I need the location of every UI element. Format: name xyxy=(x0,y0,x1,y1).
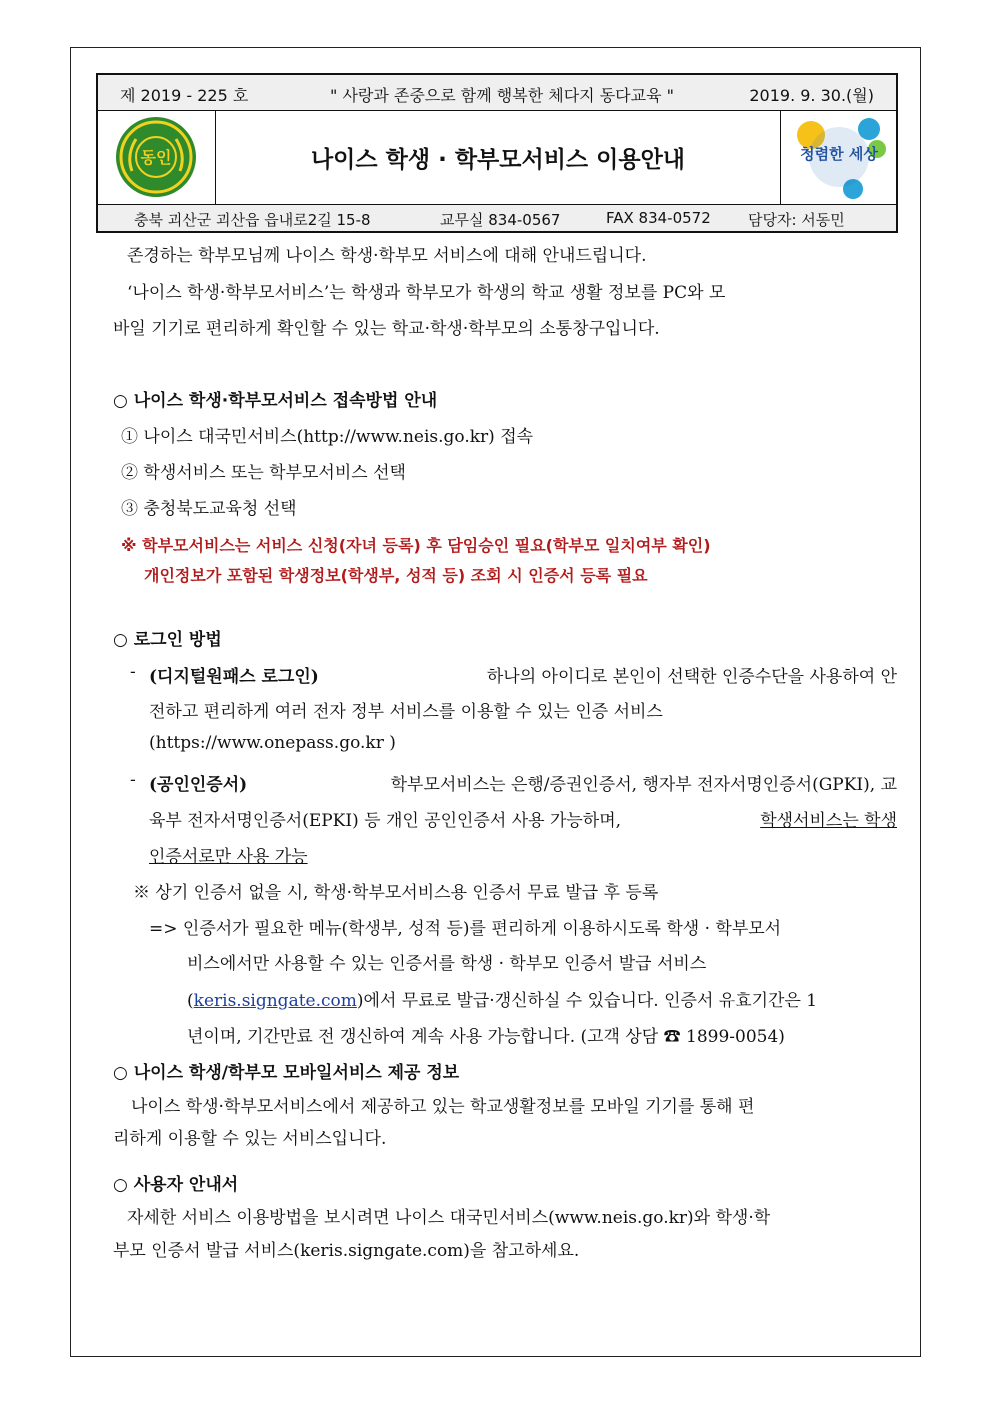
school-logo-cell xyxy=(98,111,216,204)
document-title: 나이스 학생 · 학부모서비스 이용안내 xyxy=(310,147,686,173)
login-onepass-dash: - xyxy=(130,662,136,682)
contact-person: 담당자: 서동민 xyxy=(748,211,845,229)
login-onepass-line-2: 전하고 편리하게 여러 전자 정부 서비스를 이용할 수 있는 인증 서비스 xyxy=(149,702,663,722)
access-note-2: 개인정보가 포함된 학생정보(학생부, 성적 등) 조회 시 인증서 등록 필요 xyxy=(144,566,648,585)
login-arrow-line-1: => 인증서가 필요한 메뉴(학생부, 성적 등)를 편리하게 이용하시도록 학생 · 학부모서 xyxy=(149,919,782,939)
login-onepass-label: (디지털원패스 로그인) xyxy=(149,667,319,687)
login-onepass-url: (https://www.onepass.go.kr ) xyxy=(149,733,396,753)
login-cert-label: (공인인증서) xyxy=(149,775,248,795)
access-step-3: ③ 충청북도교육청 선택 xyxy=(121,499,297,519)
mobile-line-1: 나이스 학생·학부모서비스에서 제공하고 있는 학교생활정보를 모바일 기기를 통해 편 xyxy=(131,1097,755,1117)
login-cert-line-3: 인증서로만 사용 가능 xyxy=(149,847,308,867)
login-arrow-line-4: 년이며, 기간만료 전 갱신하여 계속 사용 가능합니다. (고객 상담 ☎ 1899-0054) xyxy=(187,1027,785,1047)
access-step-1: ① 나이스 대국민서비스(http://www.neis.go.kr) 접속 xyxy=(121,427,534,447)
guide-heading: ○ 사용자 안내서 xyxy=(113,1175,239,1195)
header-title-row xyxy=(98,111,896,205)
header-contact-row xyxy=(98,205,896,231)
login-arrow-line-3-rest: )에서 무료로 발급·갱신하실 수 있습니다. 인증서 유효기간은 1 xyxy=(356,991,818,1011)
guide-line-1: 자세한 서비스 이용방법을 보시려면 나이스 대국민서비스(www.neis.go.kr)와 학생·학 xyxy=(127,1208,771,1228)
issue-date: 2019. 9. 30.(월) xyxy=(749,86,874,105)
login-onepass-line-1 xyxy=(149,662,897,687)
school-logo-text: 동인 xyxy=(140,148,172,167)
login-cert-text-1: 학부모서비스는 은행/증권인증서, 행자부 전자서명인증서(GPKI), 교 xyxy=(390,775,897,795)
mobile-heading: ○ 나이스 학생/학부모 모바일서비스 제공 정보 xyxy=(113,1063,460,1083)
login-arrow-open-paren: ( xyxy=(187,991,194,1011)
login-onepass-text-1: 하나의 아이디로 본인이 선택한 인증수단을 사용하여 안 xyxy=(486,667,897,687)
school-motto: " 사랑과 존중으로 함께 행복한 체다지 동다교육 " xyxy=(330,86,674,105)
integrity-emblem xyxy=(781,111,895,203)
office-phone: 교무실 834-0567 xyxy=(440,211,561,229)
emblem-cell xyxy=(780,111,896,204)
school-logo xyxy=(98,111,214,203)
school-address: 충북 괴산군 괴산읍 읍내로2길 15-8 xyxy=(134,211,371,229)
fax-number: FAX 834-0572 xyxy=(606,209,711,227)
header-top-row xyxy=(98,75,896,111)
access-heading: ○ 나이스 학생·학부모서비스 접속방법 안내 xyxy=(113,391,438,411)
access-note-1: ※ 학부모서비스는 서비스 신청(자녀 등록) 후 담임승인 필요(학부모 일치여부 확인) xyxy=(121,536,711,555)
access-step-2: ② 학생서비스 또는 학부모서비스 선택 xyxy=(121,463,406,483)
intro-line-1: 존경하는 학부모님께 나이스 학생·학부모 서비스에 대해 안내드립니다. xyxy=(127,246,647,266)
mobile-line-2: 리하게 이용할 수 있는 서비스입니다. xyxy=(113,1129,387,1149)
emblem-text: 청렴한 세상 xyxy=(800,145,878,163)
keris-link[interactable]: keris.signgate.com xyxy=(193,991,357,1011)
newsletter-header xyxy=(96,73,898,233)
login-arrow-line-2: 비스에서만 사용할 수 있는 인증서를 학생 · 학부모 인증서 발급 서비스 xyxy=(187,954,707,974)
guide-line-2: 부모 인증서 발급 서비스(keris.signgate.com)을 참고하세요. xyxy=(113,1241,580,1261)
login-cert-text-2b: 학생서비스는 학생 xyxy=(760,811,897,831)
login-cert-dash: - xyxy=(130,770,136,790)
intro-line-2: ‘나이스 학생·학부모서비스’는 학생과 학부모가 학생의 학교 생활 정보를 PC와 모 xyxy=(127,283,726,303)
login-arrow-line-3 xyxy=(187,986,817,1011)
issue-number: 제 2019 - 225 호 xyxy=(120,86,249,105)
login-cert-note: ※ 상기 인증서 없을 시, 학생·학부모서비스용 인증서 무료 발급 후 등록 xyxy=(133,883,659,903)
login-heading: ○ 로그인 방법 xyxy=(113,630,222,650)
login-cert-text-2a: 육부 전자서명인증서(EPKI) 등 개인 공인인증서 사용 가능하며, xyxy=(149,811,622,831)
intro-line-3: 바일 기기로 편리하게 확인할 수 있는 학교·학생·학부모의 소통창구입니다. xyxy=(113,319,660,339)
login-cert-line-1 xyxy=(149,770,897,795)
login-cert-line-2 xyxy=(149,806,897,831)
